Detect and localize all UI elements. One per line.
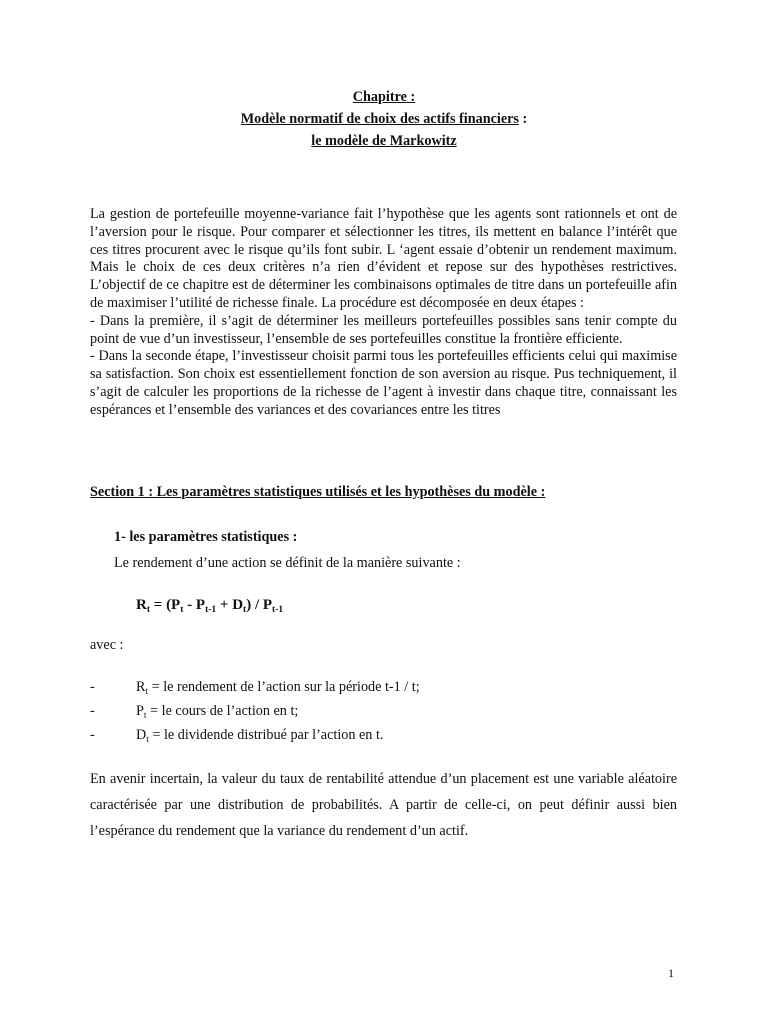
bullet-dash: -: [90, 727, 95, 743]
variable-list: [90, 679, 680, 751]
list-item-text: [136, 679, 420, 696]
bullet-dash: -: [90, 679, 95, 695]
chapter-title-suffix: :: [518, 111, 528, 127]
formula-part: = (P: [150, 597, 181, 613]
chapter-label: Chapitre :: [352, 89, 416, 105]
variable-description: = le rendement de l’action sur la période t-1 / t;: [148, 679, 420, 695]
variable-description: = le cours de l’action en t;: [146, 703, 299, 719]
avec-label: avec :: [90, 637, 124, 653]
definition-line: Le rendement d’une action se définit de la manière suivante :: [114, 555, 461, 571]
subsection-heading: 1- les paramètres statistiques :: [114, 529, 298, 545]
list-item: [90, 703, 680, 727]
closing-paragraph: En avenir incertain, la valeur du taux de rentabilité attendue d’un placement est une variable aléatoire caractérisée par une distribution de probabilités. A partir de celle-ci, on peut définir aussi bien l’espérance du rendement que la variance du rendement d’un actif.: [90, 771, 677, 839]
chapter-title: [0, 108, 768, 130]
chapter-title-block: [0, 86, 768, 152]
variable-sub: t: [143, 711, 147, 721]
intro-text: [90, 206, 677, 420]
variable-sub: t: [145, 687, 149, 697]
page-number: 1: [668, 966, 674, 980]
variable-symbol: D: [136, 727, 147, 743]
list-item-text: [136, 703, 298, 720]
formula-sub: t: [180, 605, 184, 615]
variable-symbol: P: [136, 703, 144, 719]
formula-sub: t: [146, 605, 151, 615]
formula-sub: t-1: [205, 605, 217, 615]
closing-text: [90, 766, 677, 844]
return-formula: [136, 597, 283, 614]
bullet-dash: -: [90, 703, 95, 719]
intro-paragraph: - Dans la seconde étape, l’investisseur choisit parmi tous les portefeuilles efficients celui qui maximise sa satisfaction. Son choix est essentiellement fonction de son aversion au risque. Pus techniquement, il s’agit de calculer les proportions de la richesse de l’agent à investir dans chaque titre, connaissant les espérances et l’ensemble des variances et des covariances entre les titres: [90, 348, 677, 418]
list-item: [90, 679, 680, 703]
variable-symbol: R: [136, 679, 146, 695]
list-item-text: [136, 727, 383, 744]
intro-paragraph: - Dans la première, il s’agit de déterminer les meilleurs portefeuilles possibles sans tenir compte du point de vue d’un investisseur, l’ensemble de ses portefeuilles constitue la frontière efficiente.: [90, 312, 677, 347]
formula-part: + D: [216, 597, 244, 613]
formula-sub: t-1: [272, 605, 284, 615]
formula-sub: t: [243, 605, 247, 615]
chapter-subtitle: le modèle de Markowitz: [311, 133, 457, 149]
formula-part: - P: [183, 597, 206, 613]
chapter-title-main: Modèle normatif de choix des actifs financiers: [240, 111, 519, 127]
variable-sub: t: [146, 735, 149, 745]
intro-paragraph: La gestion de portefeuille moyenne-variance fait l’hypothèse que les agents sont rationnels et ont de l’aversion pour le risque. Pour comparer et sélectionner les titres, ils mettent en balance l’intérêt que ces titres procurent avec le risque qu’ils font subir. L ‘agent essaie d’obtenir un rendement maximum. Mais le choix de ces deux critères n’a rien d’évident et repose sur des hypothèses restrictives. L’objectif de ce chapitre est de déterminer les combinaisons optimales de titre dans un portefeuille afin de maximiser l’utilité de richesse finale. La procédure est décomposée en deux étapes :: [90, 206, 677, 311]
variable-description: = le dividende distribué par l’action en t.: [148, 727, 384, 743]
list-item: [90, 727, 680, 751]
formula-part: ) / P: [246, 597, 273, 613]
formula-part: R: [136, 597, 147, 613]
section-heading: Section 1 : Les paramètres statistiques utilisés et les hypothèses du modèle :: [90, 484, 546, 500]
